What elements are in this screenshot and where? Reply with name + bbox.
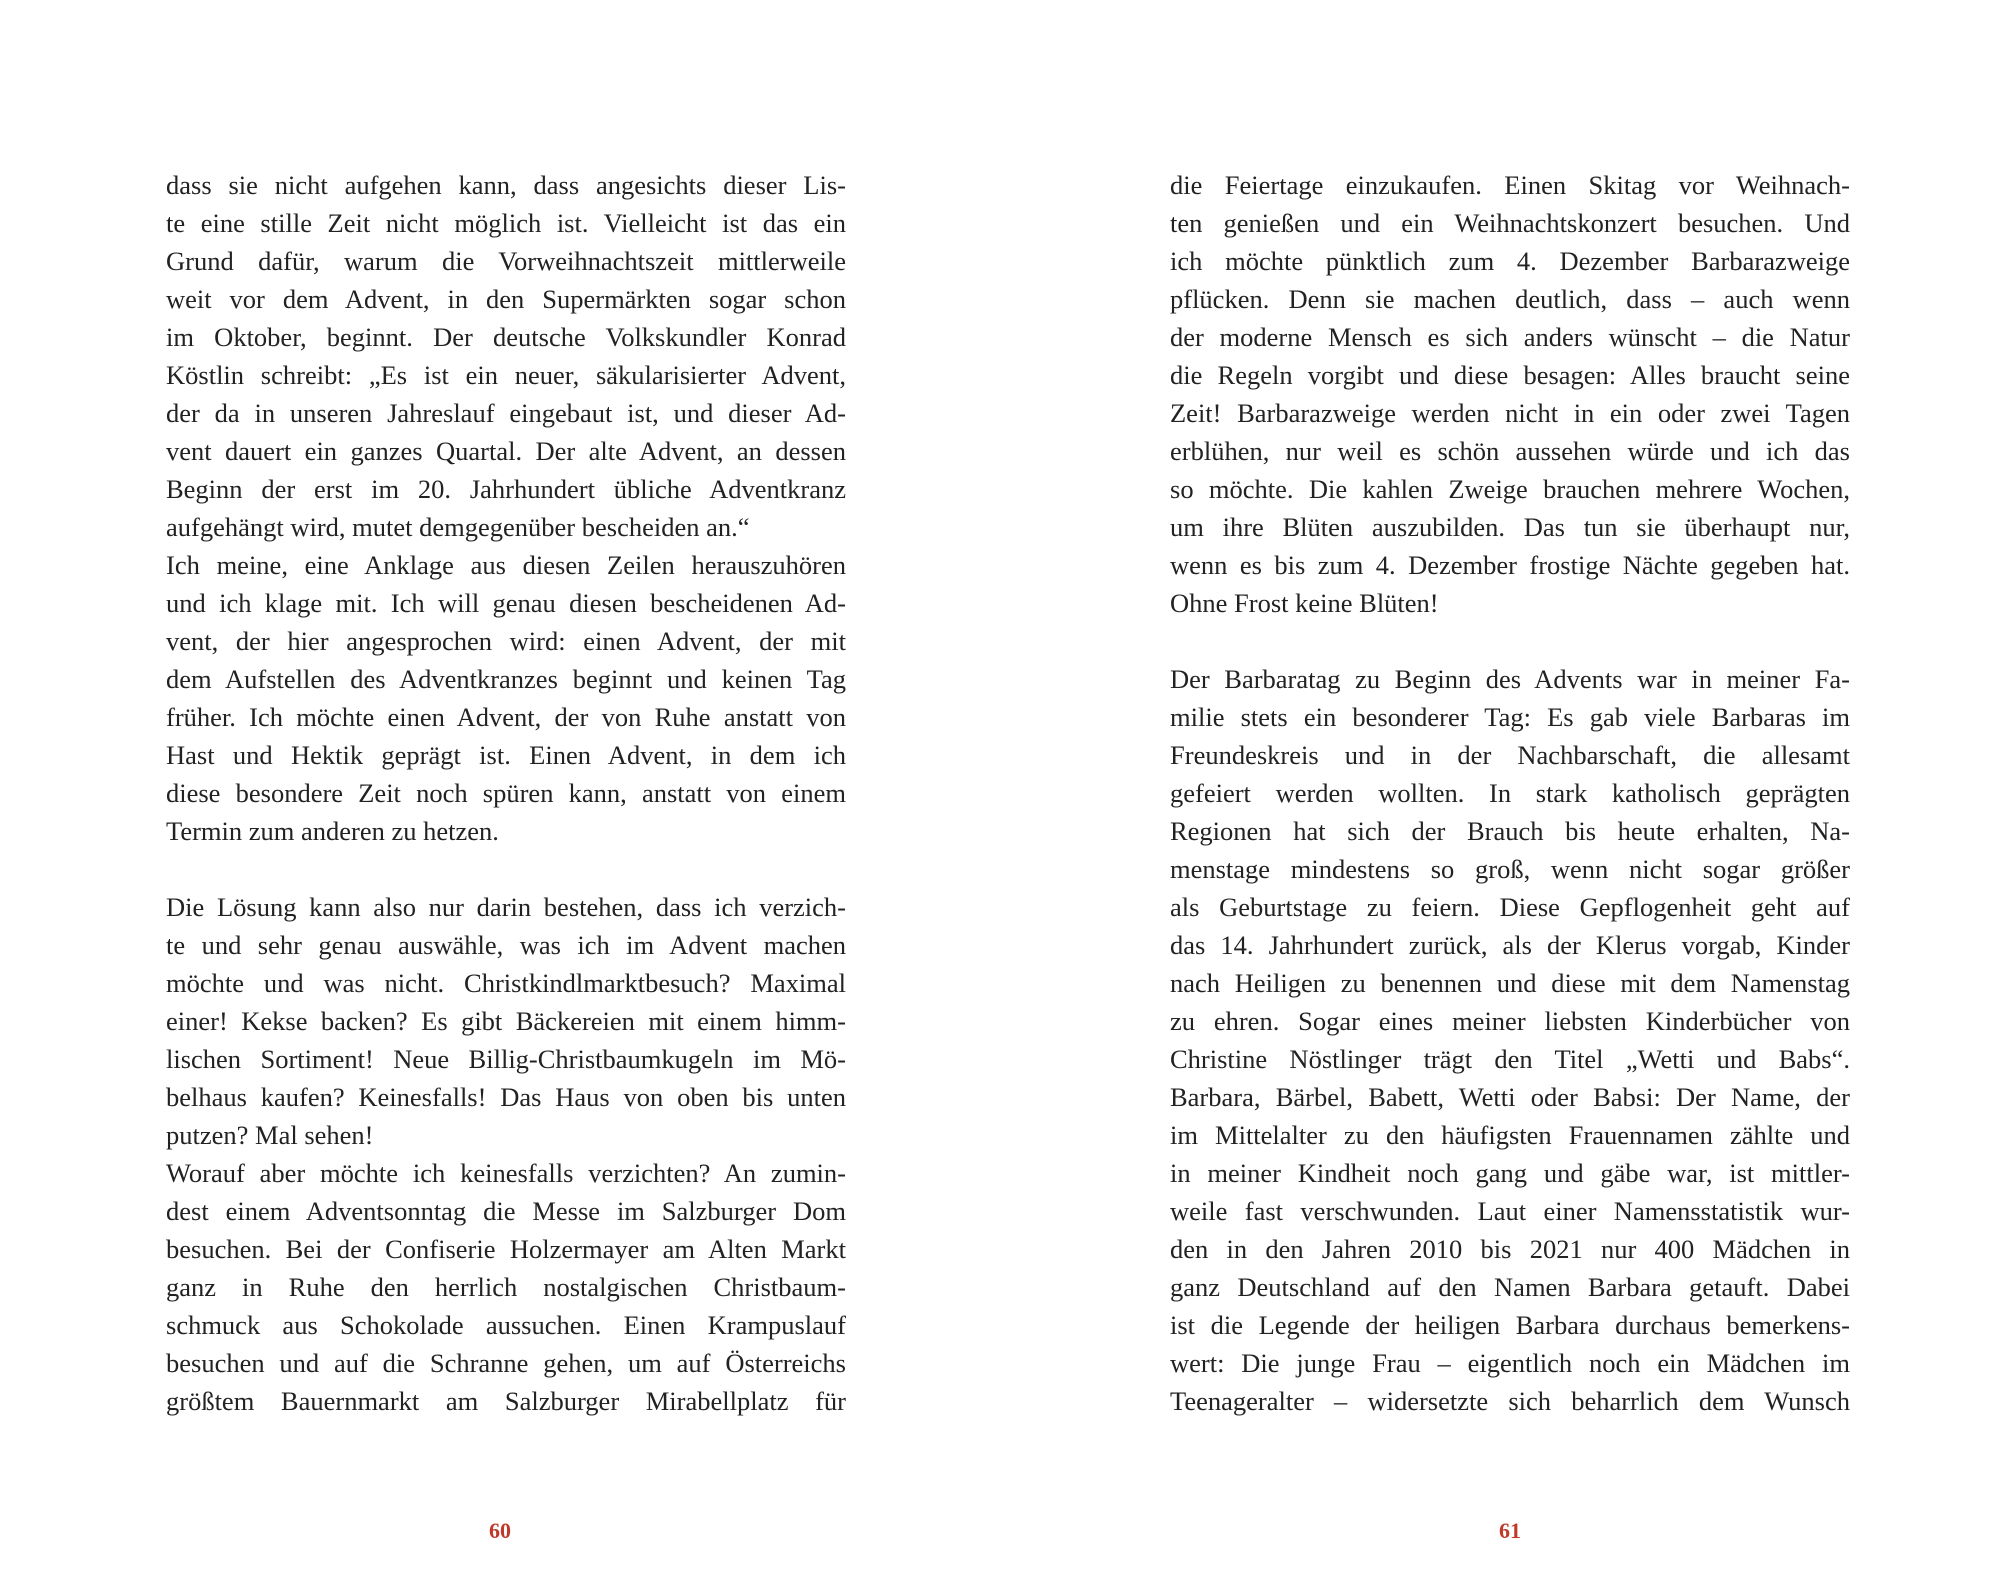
text-line: Freundeskreis und in der Nachbarschaft, die allesamt xyxy=(1170,740,1850,770)
paragraph xyxy=(166,1154,846,1420)
paragraph xyxy=(1170,660,1850,1420)
text-line: Barbara, Bärbel, Babett, Wetti oder Babsi: Der Name, der xyxy=(1170,1082,1850,1112)
paragraph-gap xyxy=(166,850,846,888)
text-line: vent, der hier angesprochen wird: einen Advent, der mit xyxy=(166,626,846,656)
left-page-number: 60 xyxy=(489,1518,511,1543)
paragraph xyxy=(1170,166,1850,622)
text-line: diese besondere Zeit noch spüren kann, anstatt von einem xyxy=(166,778,846,808)
text-line: und ich klage mit. Ich will genau diesen bescheidenen Ad- xyxy=(166,588,846,618)
text-line: ich möchte pünktlich zum 4. Dezember Barbarazweige xyxy=(1170,246,1850,276)
text-line: die Feiertage einzukaufen. Einen Skitag vor Weihnach- xyxy=(1170,170,1850,200)
text-line: früher. Ich möchte einen Advent, der von Ruhe anstatt von xyxy=(166,702,846,732)
text-line: Köstlin schreibt: „Es ist ein neuer, säkularisierter Advent, xyxy=(166,360,846,390)
paragraph xyxy=(166,166,846,546)
text-line: Teenageralter – widersetzte sich beharrlich dem Wunsch xyxy=(1170,1386,1850,1416)
right-page-number: 61 xyxy=(1499,1518,1521,1543)
text-line: dem Aufstellen des Adventkranzes beginnt und keinen Tag xyxy=(166,664,846,694)
text-line: te und sehr genau auswähle, was ich im Advent machen xyxy=(166,930,846,960)
text-line: Beginn der erst im 20. Jahrhundert übliche Adventkranz xyxy=(166,474,846,504)
text-line: Hast und Hektik geprägt ist. Einen Advent, in dem ich xyxy=(166,740,846,770)
text-line: im Oktober, beginnt. Der deutsche Volkskundler Konrad xyxy=(166,322,846,352)
text-line: wert: Die junge Frau – eigentlich noch ein Mädchen im xyxy=(1170,1348,1850,1378)
text-line: Grund dafür, warum die Vorweihnachtszeit mittlerweile xyxy=(166,246,846,276)
text-line: weit vor dem Advent, in den Supermärkten sogar schon xyxy=(166,284,846,314)
text-line: besuchen und auf die Schranne gehen, um auf Österreichs xyxy=(166,1348,846,1378)
text-line: te eine stille Zeit nicht möglich ist. Vielleicht ist das ein xyxy=(166,208,846,238)
text-line: dest einem Adventsonntag die Messe im Salzburger Dom xyxy=(166,1196,846,1226)
text-line: erblühen, nur weil es schön aussehen würde und ich das xyxy=(1170,436,1850,466)
text-line: weile fast verschwunden. Laut einer Namensstatistik wur- xyxy=(1170,1196,1850,1226)
left-page-text xyxy=(166,166,846,1420)
text-line: Christine Nöstlinger trägt den Titel „Wetti und Babs“. xyxy=(1170,1044,1850,1074)
text-line: Ohne Frost keine Blüten! xyxy=(1170,588,1439,618)
text-line: vent dauert ein ganzes Quartal. Der alte Advent, an dessen xyxy=(166,436,846,466)
paragraph-gap xyxy=(1170,622,1850,660)
paragraph xyxy=(166,546,846,850)
text-line: menstage mindestens so groß, wenn nicht sogar größer xyxy=(1170,854,1850,884)
text-line: zu ehren. Sogar eines meiner liebsten Kinderbücher von xyxy=(1170,1006,1850,1036)
text-line: ganz Deutschland auf den Namen Barbara getauft. Dabei xyxy=(1170,1272,1850,1302)
text-line: milie stets ein besonderer Tag: Es gab viele Barbaras im xyxy=(1170,702,1850,732)
text-line: Ich meine, eine Anklage aus diesen Zeilen herauszuhören xyxy=(166,550,846,580)
text-line: Die Lösung kann also nur darin bestehen, dass ich verzich- xyxy=(166,892,846,922)
text-line: im Mittelalter zu den häufigsten Frauennamen zählte und xyxy=(1170,1120,1850,1150)
text-line: der da in unseren Jahreslauf eingebaut ist, und dieser Ad- xyxy=(166,398,846,428)
text-line: ganz in Ruhe den herrlich nostalgischen Christbaum- xyxy=(166,1272,846,1302)
text-line: Termin zum anderen zu hetzen. xyxy=(166,816,499,846)
text-line: Worauf aber möchte ich keinesfalls verzichten? An zumin- xyxy=(166,1158,846,1188)
text-line: gefeiert werden wollten. In stark katholisch geprägten xyxy=(1170,778,1850,808)
text-line: größtem Bauernmarkt am Salzburger Mirabellplatz für xyxy=(166,1386,846,1416)
text-line: möchte und was nicht. Christkindlmarktbesuch? Maximal xyxy=(166,968,846,998)
text-line: einer! Kekse backen? Es gibt Bäckereien mit einem himm- xyxy=(166,1006,846,1036)
text-line: so möchte. Die kahlen Zweige brauchen mehrere Wochen, xyxy=(1170,474,1850,504)
text-line: pflücken. Denn sie machen deutlich, dass – auch wenn xyxy=(1170,284,1850,314)
text-line: aufgehängt wird, mutet demgegenüber bescheiden an.“ xyxy=(166,512,750,542)
text-line: den in den Jahren 2010 bis 2021 nur 400 Mädchen in xyxy=(1170,1234,1850,1264)
text-line: wenn es bis zum 4. Dezember frostige Nächte gegeben hat. xyxy=(1170,550,1850,580)
paragraph xyxy=(166,888,846,1154)
text-line: das 14. Jahrhundert zurück, als der Klerus vorgab, Kinder xyxy=(1170,930,1850,960)
text-line: dass sie nicht aufgehen kann, dass angesichts dieser Lis- xyxy=(166,170,846,200)
text-line: lischen Sortiment! Neue Billig-Christbaumkugeln im Mö- xyxy=(166,1044,846,1074)
text-line: putzen? Mal sehen! xyxy=(166,1120,374,1150)
text-line: um ihre Blüten auszubilden. Das tun sie überhaupt nur, xyxy=(1170,512,1850,542)
text-line: nach Heiligen zu benennen und diese mit dem Namenstag xyxy=(1170,968,1850,998)
text-line: als Geburtstage zu feiern. Diese Gepflogenheit geht auf xyxy=(1170,892,1850,922)
text-line: Zeit! Barbarazweige werden nicht in ein oder zwei Tagen xyxy=(1170,398,1850,428)
text-line: ten genießen und ein Weihnachtskonzert besuchen. Und xyxy=(1170,208,1850,238)
text-line: belhaus kaufen? Keinesfalls! Das Haus von oben bis unten xyxy=(166,1082,846,1112)
text-line: besuchen. Bei der Confiserie Holzermayer am Alten Markt xyxy=(166,1234,846,1264)
text-line: schmuck aus Schokolade aussuchen. Einen Krampuslauf xyxy=(166,1310,846,1340)
text-line: die Regeln vorgibt und diese besagen: Alles braucht seine xyxy=(1170,360,1850,390)
text-line: in meiner Kindheit noch gang und gäbe war, ist mittler- xyxy=(1170,1158,1850,1188)
text-line: ist die Legende der heiligen Barbara durchaus bemerkens- xyxy=(1170,1310,1850,1340)
text-line: Der Barbaratag zu Beginn des Advents war in meiner Fa- xyxy=(1170,664,1850,694)
text-line: der moderne Mensch es sich anders wünscht – die Natur xyxy=(1170,322,1850,352)
text-line: Regionen hat sich der Brauch bis heute erhalten, Na- xyxy=(1170,816,1850,846)
right-page xyxy=(1000,0,2000,1592)
right-page-text xyxy=(1170,166,1850,1420)
